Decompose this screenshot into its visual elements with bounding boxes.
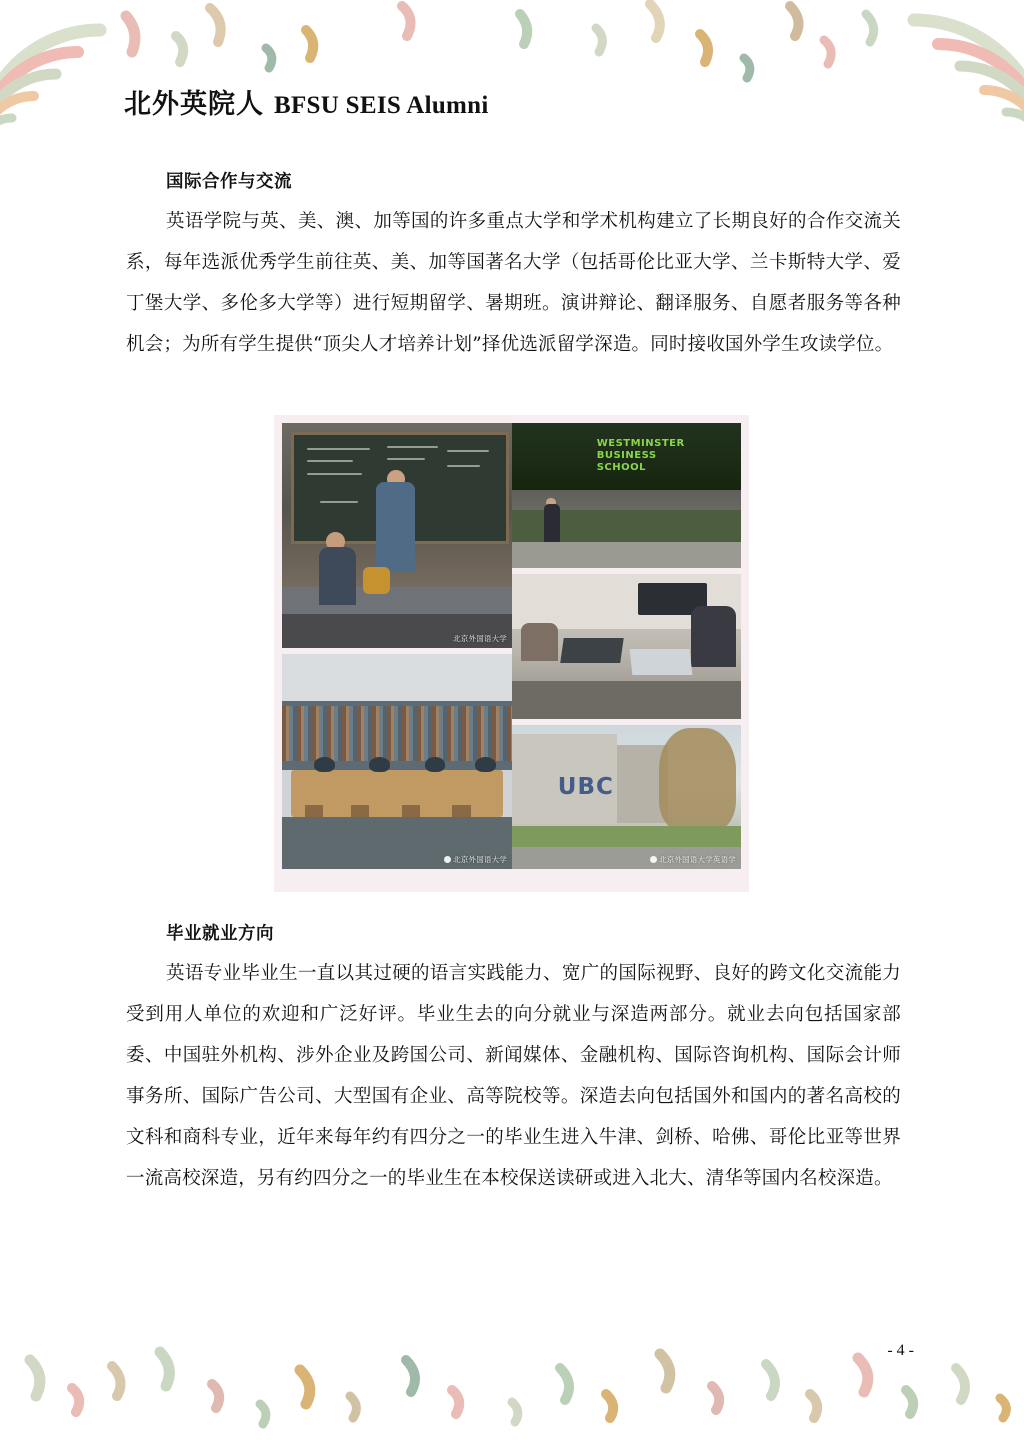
photo-watermark: 北京外国语大学英语学: [650, 854, 736, 865]
photo-watermark: 北京外国语大学: [453, 634, 507, 643]
document-header: [124, 82, 489, 121]
photo-collage: [274, 415, 749, 892]
ubc-sign-text: UBC: [557, 773, 614, 800]
section-international-cooperation: [126, 168, 901, 365]
westminster-business-school-photo: [512, 423, 741, 568]
header-title-cn: 北外英院人: [124, 89, 264, 120]
ubc-campus-photo: [512, 725, 741, 869]
decorative-top-border: [0, 0, 1024, 150]
section-body-employment-direction: 英语专业毕业生一直以其过硬的语言实践能力、宽广的国际视野、良好的跨文化交流能力受到用人单位的欢迎和广泛好评。毕业生去的向分就业与深造两部分。就业去向包括国家部委、中国驻外机构、涉外企业及跨国公司、新闻媒体、金融机构、国际咨询机构、国际会计师事务所、国际广告公司、大型国有企业、高等院校等。深造去向包括国外和国内的著名高校的文科和商科专业，近年来每年约有四分之一的毕业生进入牛津、剑桥、哈佛、哥伦比亚等世界一流高校深造，另有约四分之一的毕业生在本校保送读研或进入北大、清华等国内名校深造。: [126, 963, 901, 1189]
section-title-employment-direction: 毕业就业方向: [166, 924, 274, 944]
westminster-sign-text: WESTMINSTER BUSINESS SCHOOL: [596, 437, 685, 473]
section-body-international-cooperation: 英语学院与英、美、澳、加等国的许多重点大学和学术机构建立了长期良好的合作交流关系，每年选派优秀学生前往英、美、加等国著名大学（包括哥伦比亚大学、兰卡斯特大学、爱丁堡大学、多伦多大学等）进行短期留学、暑期班。演讲辩论、翻译服务、自愿者服务等各种机会；为所有学生提供“顶尖人才培养计划”择优选派留学深造。同时接收国外学生攻读学位。: [126, 211, 901, 355]
header-title-en: BFSU SEIS Alumni: [274, 92, 489, 119]
section-title-international-cooperation: 国际合作与交流: [166, 172, 292, 192]
page-number: - 4 -: [887, 1342, 914, 1359]
students-laptops-photo: [512, 574, 741, 719]
classroom-lecture-photo: [282, 423, 512, 648]
section-employment-direction: [126, 920, 901, 1199]
decorative-bottom-border: [0, 1298, 1024, 1448]
library-reading-room-photo: [282, 654, 512, 869]
photo-watermark: 北京外国语大学: [444, 854, 507, 865]
